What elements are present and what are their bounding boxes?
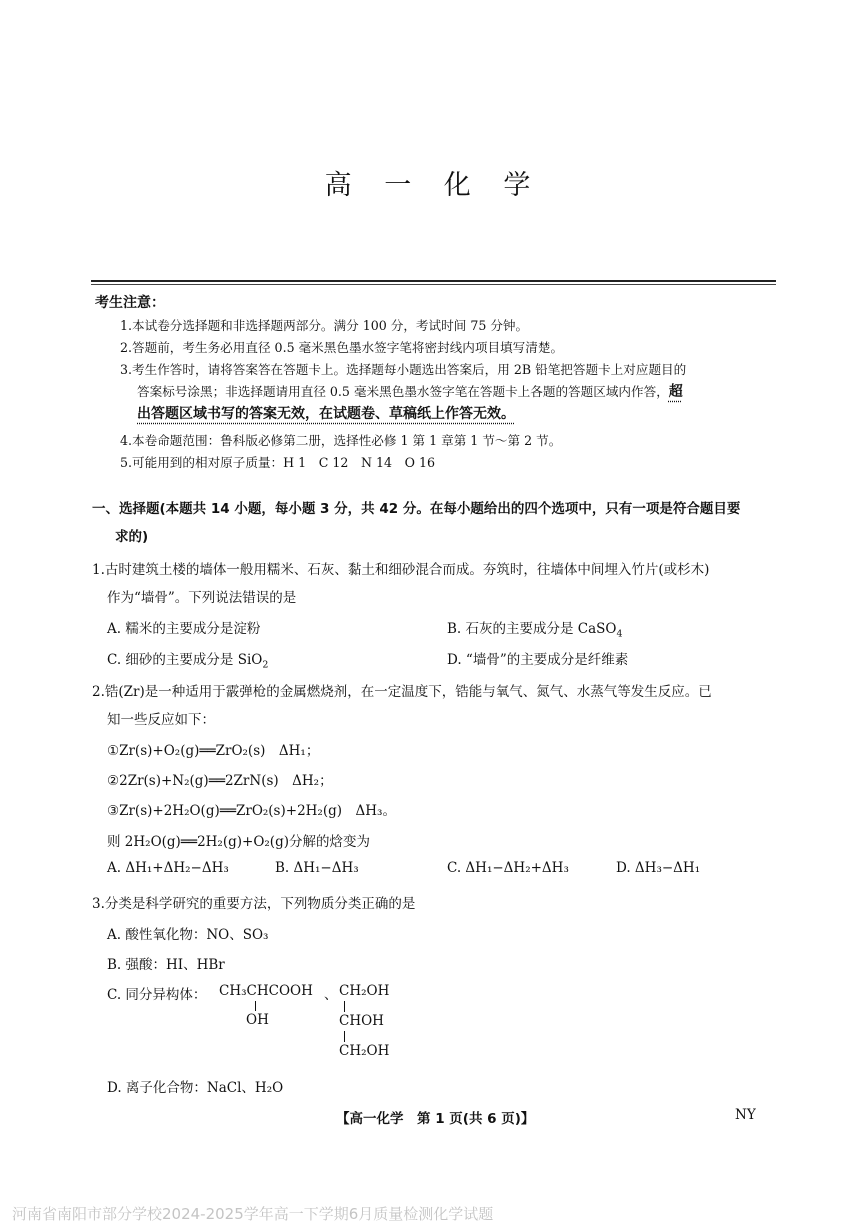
q2-question: 则 2H₂O(g)══2H₂(g)+O₂(g)分解的焓变为: [107, 834, 370, 850]
notice-item-3-line-1: 3.考生作答时，请将答案答在答题卡上。选择题每小题选出答案后，用 2B 铅笔把答题卡上对应题目的: [120, 362, 687, 377]
q3-option-d: D. 离子化合物：NaCl、H₂O: [107, 1080, 284, 1096]
notice-item-3-bold-start: 超: [668, 384, 683, 400]
q2-option-c: C. ΔH₁−ΔH₂+ΔH₃: [447, 860, 569, 876]
footer-code: NY: [735, 1107, 756, 1123]
section-heading-line-2: 求的): [115, 529, 149, 545]
q2-stem-line-2: 知一些反应如下：: [107, 712, 215, 728]
q3-structure-2-bond-2: [344, 1031, 345, 1042]
header-rule-thin: [91, 284, 776, 285]
q2-reaction-1: ①Zr(s)+O₂(g)══ZrO₂(s) ΔH₁；: [107, 743, 320, 759]
q3-structure-1-bond: [255, 1001, 256, 1011]
notice-item-3-plain: 答案标号涂黑；非选择题请用直径 0.5 毫米黑色墨水签字笔在答题卡上各题的答题区域内作答，: [137, 384, 669, 399]
notice-heading: 考生注意：: [95, 295, 165, 311]
q2-option-a: A. ΔH₁+ΔH₂−ΔH₃: [107, 860, 229, 876]
q1-option-b: B. 石灰的主要成分是 CaSO$_4$: [447, 621, 623, 640]
notice-item-3-line-2: [137, 381, 683, 401]
page-title: 高 一 化 学: [324, 170, 543, 201]
q3-structure-2-bottom: CH₂OH: [339, 1043, 390, 1059]
notice-item-1: 1.本试卷分选择题和非选择题两部分。满分 100 分，考试时间 75 分钟。: [120, 318, 529, 333]
q2-option-d: D. ΔH₃−ΔH₁: [616, 860, 701, 876]
q3-structure-1-chain: CH₃CHCOOH: [219, 983, 313, 999]
q3-structure-2-top: CH₂OH: [339, 983, 390, 999]
q3-structure-2-middle: CHOH: [339, 1013, 384, 1029]
page-footer: 【高一化学 第 1 页(共 6 页)】: [336, 1111, 535, 1127]
q1-stem-line-1: 1.古时建筑土楼的墙体一般用糯米、石灰、黏土和细砂混合而成。夯筑时，往墙体中间埋入竹片(或杉木): [92, 562, 710, 578]
q2-reaction-2: ②2Zr(s)+N₂(g)══2ZrN(s) ΔH₂；: [107, 773, 333, 789]
q3-structure-2-bond-1: [344, 1001, 345, 1012]
q3-stem: 3.分类是科学研究的重要方法，下列物质分类正确的是: [92, 896, 416, 912]
q2-option-b: B. ΔH₁−ΔH₃: [275, 860, 359, 876]
q1-option-c: C. 细砂的主要成分是 SiO$_2$: [107, 652, 269, 671]
q2-stem-line-1: 2.锆(Zr)是一种适用于霰弹枪的金属燃烧剂，在一定温度下，锆能与氧气、氮气、水蒸气等发生反应。已: [92, 684, 712, 700]
q3-option-b: B. 强酸：HI、HBr: [107, 957, 225, 973]
q1-option-a: A. 糯米的主要成分是淀粉: [107, 621, 261, 637]
section-heading-line-1: 一、选择题(本题共 14 小题，每小题 3 分，共 42 分。在每小题给出的四个选项中，只有一项是符合题目要: [92, 501, 741, 517]
q3-structure-1-oh: OH: [246, 1012, 269, 1028]
header-rule-thick: [91, 280, 776, 282]
q1-stem-line-2: 作为“墙骨”。下列说法错误的是: [107, 590, 297, 606]
watermark: 河南省南阳市部分学校2024-2025学年高一下学期6月质量检测化学试题: [12, 1205, 494, 1223]
q3-option-c-label: C. 同分异构体：: [107, 987, 207, 1003]
q2-reaction-3: ③Zr(s)+2H₂O(g)══ZrO₂(s)+2H₂(g) ΔH₃。: [107, 803, 396, 819]
notice-item-5: 5.可能用到的相对原子质量：H 1 C 12 N 14 O 16: [120, 455, 435, 470]
q3-option-a: A. 酸性氧化物：NO、SO₃: [107, 927, 269, 943]
notice-item-2: 2.答题前，考生务必用直径 0.5 毫米黑色墨水签字笔将密封线内项目填写清楚。: [120, 340, 564, 355]
notice-item-4: 4.本卷命题范围：鲁科版必修第二册，选择性必修 1 第 1 章第 1 节～第 2 节。: [120, 433, 562, 448]
notice-item-3-line-3: 出答题区域书写的答案无效，在试题卷、草稿纸上作答无效。: [137, 406, 515, 422]
q3-structure-separator: 、: [324, 987, 338, 1003]
q1-option-d: D. “墙骨”的主要成分是纤维素: [447, 652, 629, 668]
